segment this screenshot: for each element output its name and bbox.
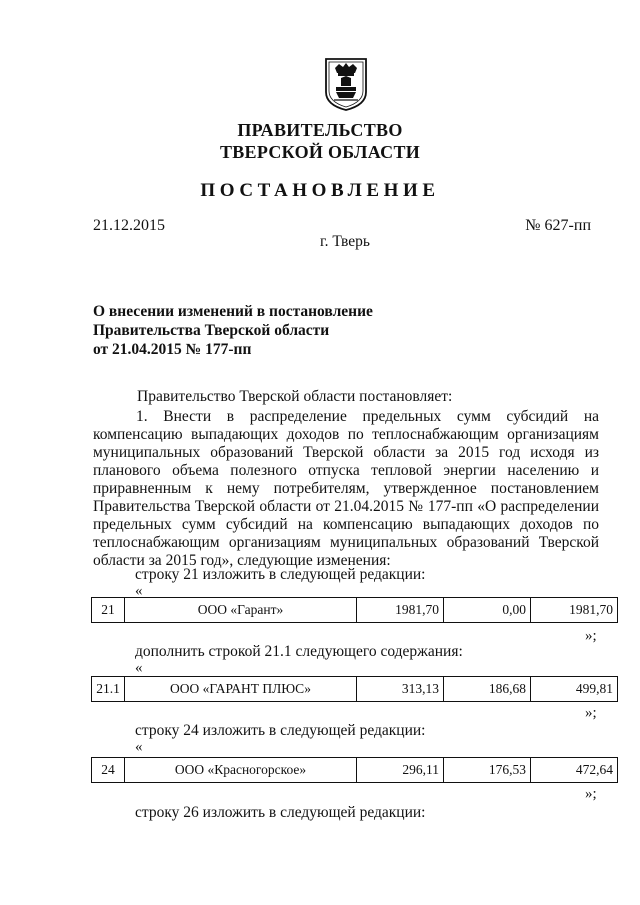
subject-line-2: Правительства Тверской области — [93, 322, 330, 339]
subject-line-3: от 21.04.2015 № 177-пп — [93, 341, 252, 358]
paragraph-line: 1. Внести в распределение предельных сумм субсидий на — [136, 408, 599, 425]
paragraph-line: приравненным к нему потребителям, утвержденное постановлением — [93, 480, 599, 497]
table-row — [92, 598, 618, 623]
amount-cell: 313,13 — [357, 677, 444, 702]
paragraph-line: компенсацию выпадающих доходов по теплоснабжающим организациям — [93, 426, 599, 443]
amount-cell: 499,81 — [531, 677, 618, 702]
amendment-instruction: строку 24 изложить в следующей редакции: — [135, 722, 426, 739]
government-title-line2: ТВЕРСКОЙ ОБЛАСТИ — [219, 142, 421, 162]
amendment-instruction: дополнить строкой 21.1 следующего содержания: — [135, 643, 463, 660]
paragraph-line: предельных сумм субсидий на компенсацию выпадающих доходов по — [93, 516, 599, 533]
paragraph-line: муниципальных образований Тверской области за 2015 год исходя из — [93, 444, 599, 461]
open-quote: « — [135, 739, 143, 755]
organization-name: ООО «Гарант» — [125, 598, 357, 623]
table-row — [92, 677, 618, 702]
amendment-instruction: строку 21 изложить в следующей редакции: — [135, 566, 426, 583]
government-title-line1: ПРАВИТЕЛЬСТВО — [237, 120, 403, 140]
close-quote: »; — [585, 628, 597, 644]
amount-cell: 472,64 — [531, 758, 618, 783]
amount-cell: 176,53 — [444, 758, 531, 783]
paragraph-line: области за 2015 год», следующие изменения: — [93, 552, 391, 569]
open-quote: « — [135, 660, 143, 676]
close-quote: »; — [585, 705, 597, 721]
subject-line-1: О внесении изменений в постановление — [93, 303, 373, 320]
amendment-row-table — [91, 597, 618, 623]
paragraph-1 — [93, 408, 599, 570]
document-number: № 627-пп — [525, 217, 591, 234]
document-type: ПОСТАНОВЛЕНИЕ — [200, 180, 440, 201]
row-number: 21 — [92, 598, 125, 623]
amount-cell: 1981,70 — [357, 598, 444, 623]
table-row — [92, 758, 618, 783]
amendment-row-table — [91, 757, 618, 783]
amount-cell: 186,68 — [444, 677, 531, 702]
amount-cell: 296,11 — [357, 758, 444, 783]
paragraph-line: планового объема полезного отпуска тепловой энергии населению и — [93, 462, 599, 479]
amount-cell: 0,00 — [444, 598, 531, 623]
intro-text: Правительство Тверской области постановляет: — [137, 388, 453, 405]
paragraph-line: теплоснабжающим организациям муниципальных образований Тверской — [93, 534, 599, 551]
organization-name: ООО «Красногорское» — [125, 758, 357, 783]
amendment-row-table — [91, 676, 618, 702]
document-city: г. Тверь — [320, 233, 370, 250]
open-quote: « — [135, 583, 143, 599]
row-number: 24 — [92, 758, 125, 783]
amendment-instruction: строку 26 изложить в следующей редакции: — [135, 804, 426, 821]
organization-name: ООО «ГАРАНТ ПЛЮС» — [125, 677, 357, 702]
paragraph-line: Правительства Тверской области от 21.04.2015 № 177-пп «О распределении — [93, 498, 599, 515]
amount-cell: 1981,70 — [531, 598, 618, 623]
document-date: 21.12.2015 — [93, 217, 165, 234]
close-quote: »; — [585, 786, 597, 802]
coat-of-arms-icon — [323, 56, 369, 112]
row-number: 21.1 — [92, 677, 125, 702]
